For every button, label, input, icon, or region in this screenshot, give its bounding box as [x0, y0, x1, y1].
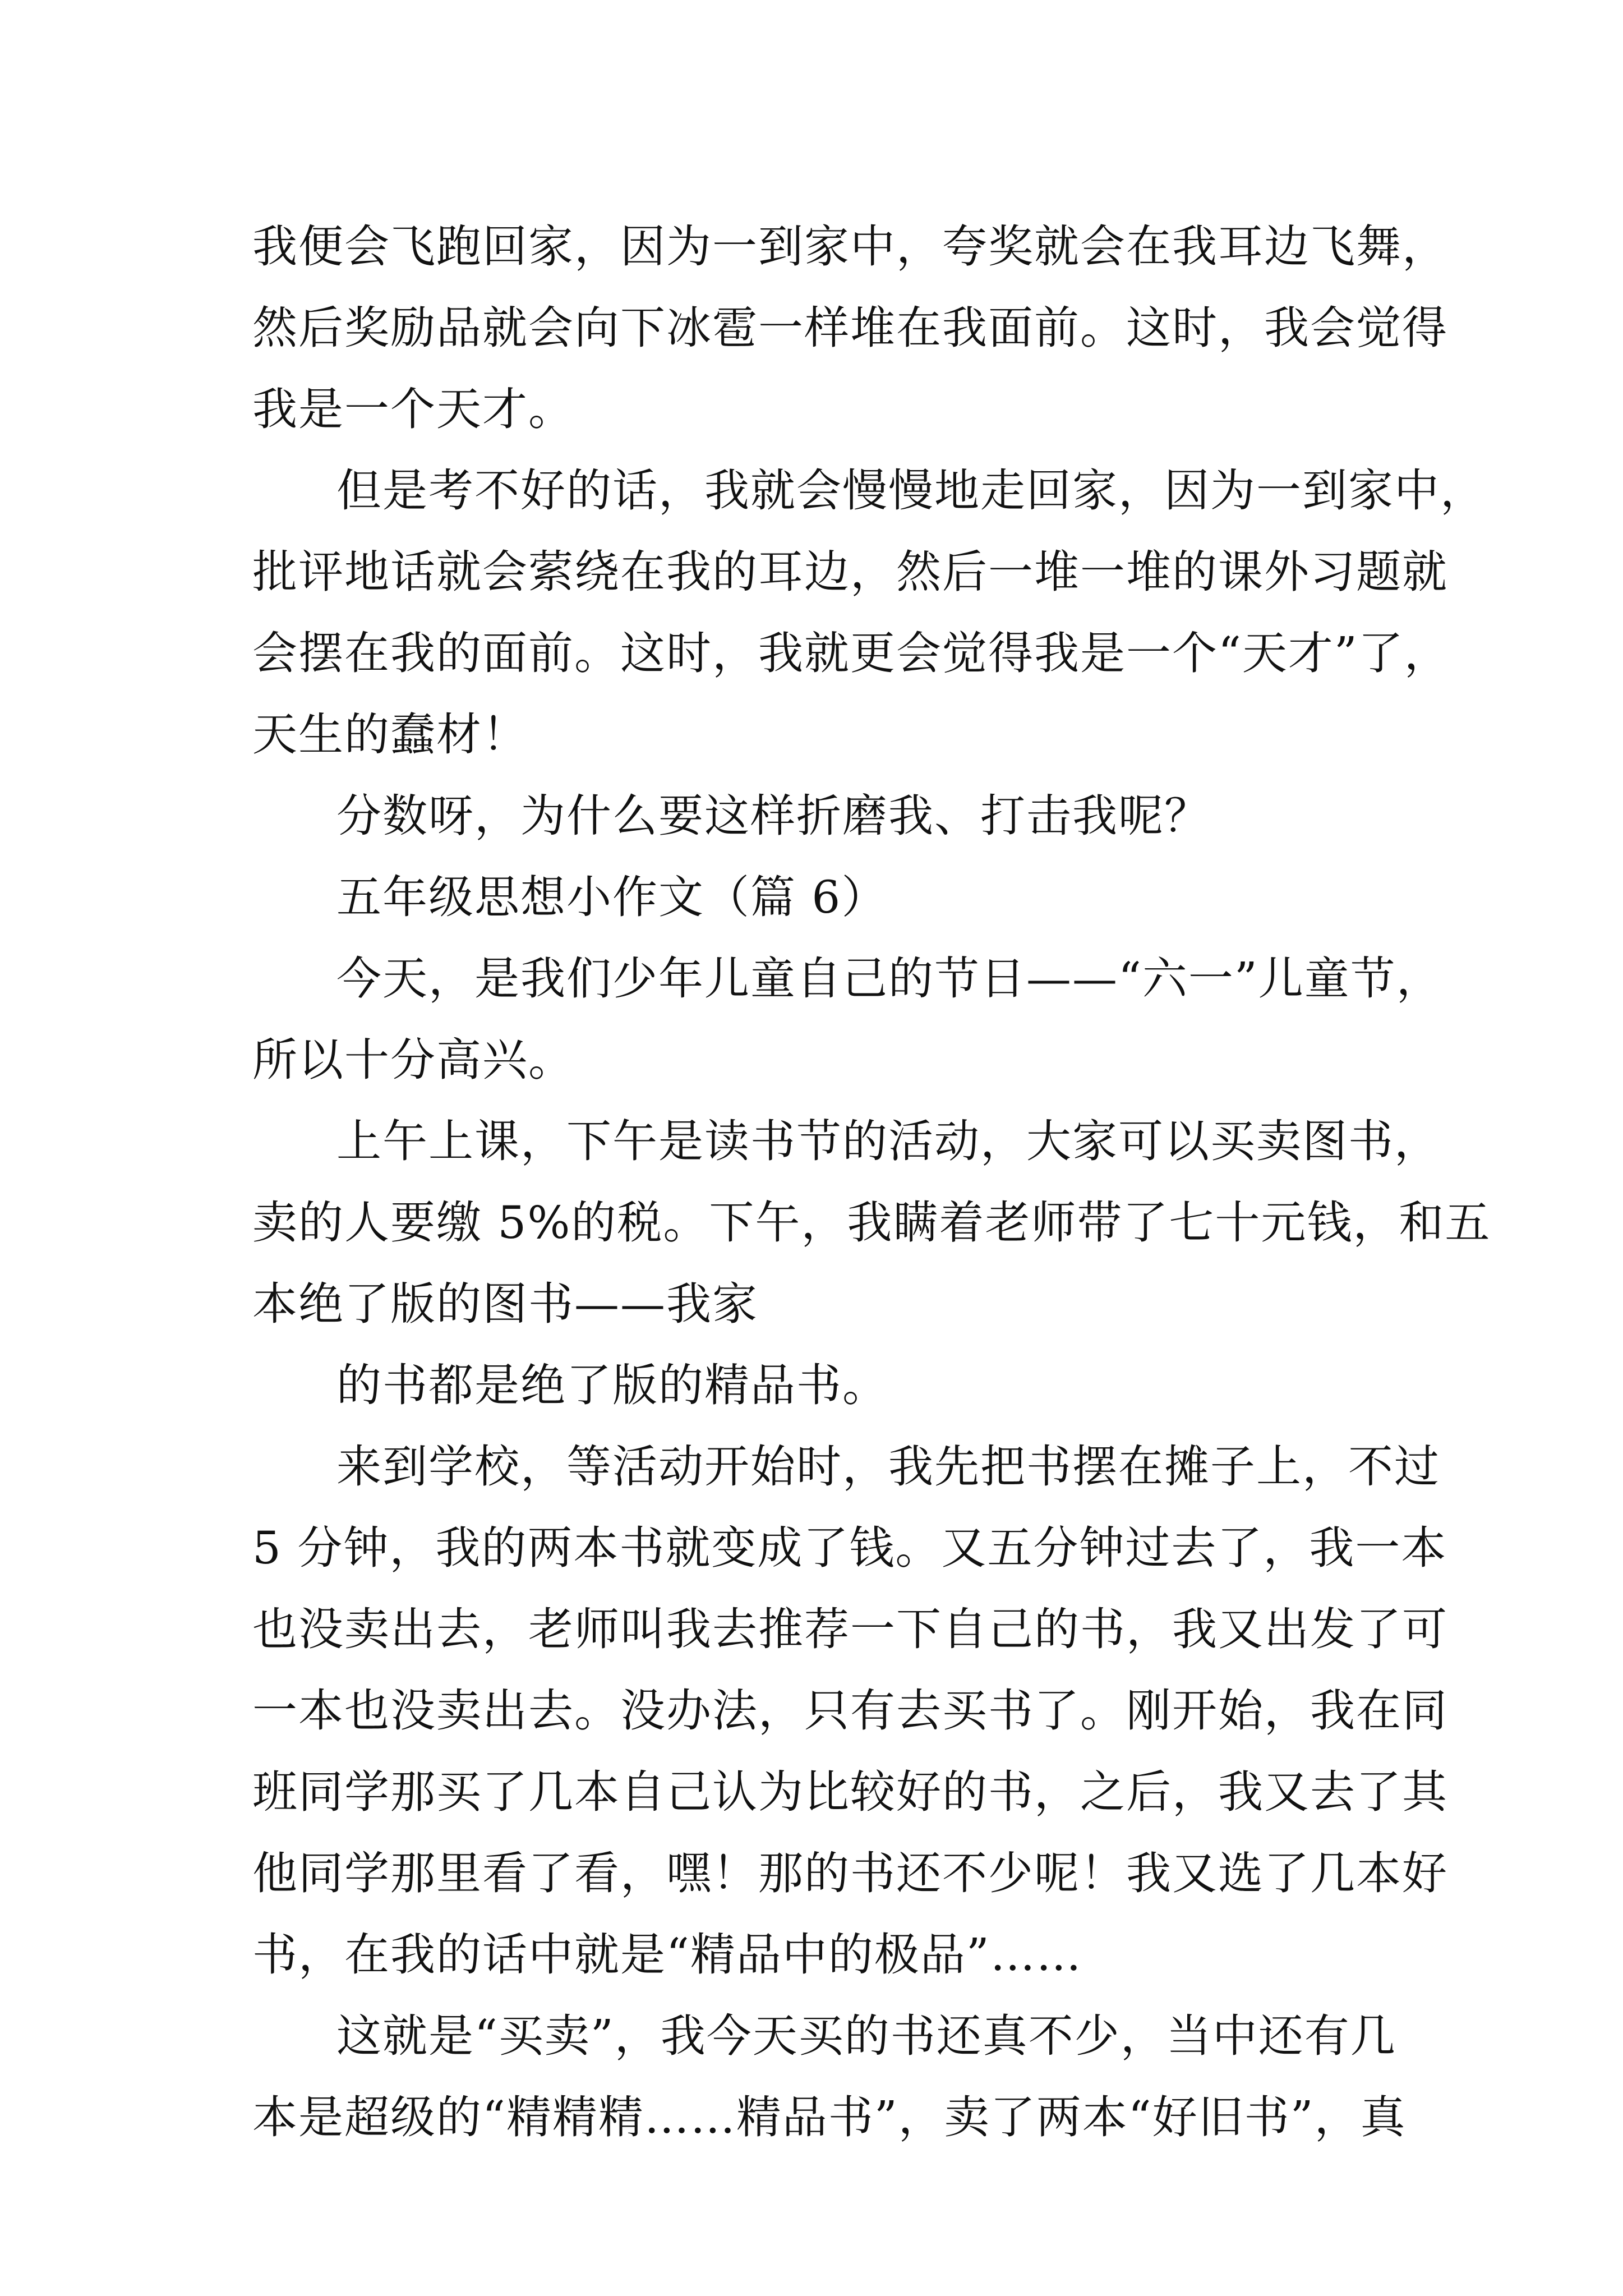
paragraph-start: 这就是“买卖”，我今天买的书还真不少，当中还有几 — [336, 2010, 1396, 2062]
text-line: 天生的蠢材！ — [252, 708, 528, 761]
text-line: 班同学那买了几本自己认为比较好的书，之后，我又去了其 — [252, 1766, 1448, 1818]
text-line: 会摆在我的面前。这时，我就更会觉得我是一个“天才”了， — [252, 627, 1450, 679]
text-line: 书，在我的话中就是“精品中的极品”…… — [252, 1929, 1082, 1981]
text-line: 然后奖励品就会向下冰雹一样堆在我面前。这时，我会觉得 — [252, 302, 1448, 354]
text-line: 我是一个天才。 — [252, 383, 574, 435]
section-heading: 五年级思想小作文（篇 6） — [336, 871, 888, 923]
paragraph-start: 的书都是绝了版的精品书。 — [336, 1359, 888, 1411]
text-line: 批评地话就会萦绕在我的耳边，然后一堆一堆的课外习题就 — [252, 546, 1448, 598]
text-line: 5 分钟，我的两本书就变成了钱。又五分钟过去了，我一本 — [252, 1522, 1447, 1574]
text-line: 他同学那里看了看，嘿！那的书还不少呢！我又选了几本好 — [252, 1847, 1448, 1899]
text-line: 一本也没卖出去。没办法，只有去买书了。刚开始，我在同 — [252, 1685, 1448, 1737]
paragraph-start: 但是考不好的话，我就会慢慢地走回家，因为一到家中， — [336, 464, 1486, 517]
text-line: 也没卖出去，老师叫我去推荐一下自己的书，我又出发了可 — [252, 1603, 1448, 1655]
paragraph-start: 分数呀，为什么要这样折磨我、打击我呢？ — [336, 790, 1210, 842]
text-line: 我便会飞跑回家，因为一到家中，夸奖就会在我耳边飞舞， — [252, 220, 1448, 273]
paragraph-start: 上午上课，下午是读书节的活动，大家可以买卖图书， — [336, 1115, 1440, 1167]
paragraph-start: 今天，是我们少年儿童自己的节日——“六一”儿童节， — [336, 953, 1442, 1005]
text-line: 所以十分高兴。 — [252, 1034, 574, 1086]
text-line: 本是超级的“精精精……精品书”，卖了两本“好旧书”，真 — [252, 2091, 1407, 2143]
text-line: 本绝了版的图书——我家 — [252, 1278, 758, 1330]
paragraph-start: 来到学校，等活动开始时，我先把书摆在摊子上，不过 — [336, 1441, 1440, 1493]
text-line: 卖的人要缴 5%的税。下午，我瞒着老师带了七十元钱，和五 — [252, 1197, 1491, 1249]
